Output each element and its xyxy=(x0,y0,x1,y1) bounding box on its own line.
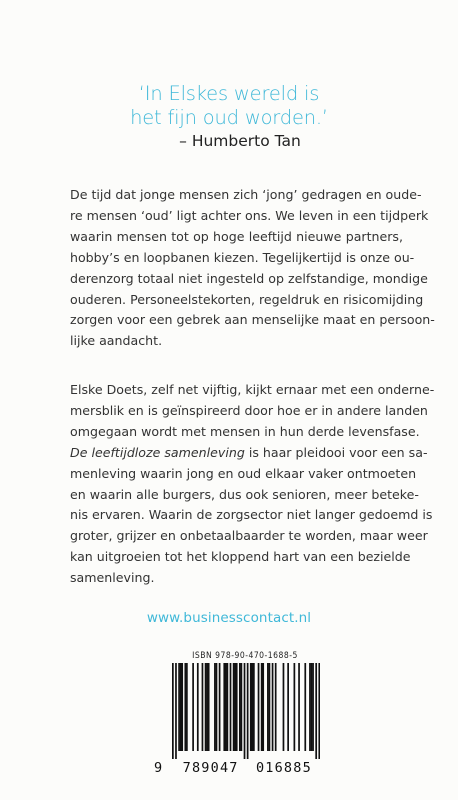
barcode-first-digit: 9 xyxy=(154,760,164,776)
text-line: groter, grijzer en onbetaalbaarder te worden, maar weer xyxy=(70,528,428,544)
text-line: kan uitgroeien tot het kloppend hart van een bezielde xyxy=(70,549,411,565)
barcode-bar xyxy=(247,663,249,759)
isbn-label: ISBN 978-90-470-1688-5 xyxy=(192,651,298,661)
text-line: en waarin alle burgers, dus ook senioren, meer beteke- xyxy=(70,486,419,502)
quote-line-1: ‘In Elskes wereld is xyxy=(138,82,320,105)
text-line: ouderen. Personeelstekorten, regeldruk en risicomijding xyxy=(70,291,424,307)
barcode-bar xyxy=(227,663,229,751)
text-line: waarin mensen tot op hoge leeftijd nieuwe partners, xyxy=(70,228,403,244)
barcode-bar xyxy=(312,663,314,751)
text-line: derenzorg totaal niet ingesteld op zelfstandige, mondige xyxy=(70,270,428,286)
text-line: re mensen ‘oud’ ligt achter ons. We leven in een tijdperk xyxy=(70,207,429,223)
barcode-bar xyxy=(234,663,236,751)
blurb-paragraph-2 xyxy=(70,380,435,589)
barcode-bar xyxy=(219,663,221,751)
text-line: zorgen voor een gebrek aan menselijke maat en persoon- xyxy=(70,312,435,328)
barcode-bar xyxy=(261,663,263,751)
barcode-right-digits: 016885 xyxy=(255,760,312,776)
barcode-bar xyxy=(214,663,216,751)
barcode-digits xyxy=(154,760,320,776)
barcode-left-digits: 789047 xyxy=(182,760,239,776)
pull-quote xyxy=(0,82,458,130)
barcode-bar xyxy=(298,663,300,751)
text-line: Elske Doets, zelf net vijftig, kijkt ernaar met een onderne- xyxy=(70,382,435,397)
barcode-bar xyxy=(236,663,238,751)
text-line: hobby’s en loopbanen kiezen. Tegelijkertijd is onze ou- xyxy=(70,249,415,265)
barcode-bar xyxy=(216,663,218,751)
barcode-bar xyxy=(262,663,264,751)
barcode-bar xyxy=(253,663,255,751)
barcode-bar xyxy=(304,663,306,751)
barcode-bar xyxy=(175,663,177,759)
barcode-bar xyxy=(272,663,274,751)
quote-line-2: het fijn oud worden.’ xyxy=(130,106,328,129)
barcode-bar xyxy=(180,663,182,751)
publisher-website: www.businesscontact.nl xyxy=(146,610,312,626)
barcode-bar xyxy=(172,663,174,759)
barcode-bar xyxy=(275,663,277,751)
text-line: menleving waarin jong en oud elkaar vaker ontmoeten xyxy=(70,465,417,481)
quote-author: – Humberto Tan xyxy=(179,132,301,150)
barcode xyxy=(172,663,320,759)
barcode-bar xyxy=(181,663,183,751)
text-line xyxy=(70,443,428,464)
barcode-bar xyxy=(184,663,186,751)
barcode-bar xyxy=(225,663,227,751)
barcode-bar xyxy=(202,663,204,751)
text-line: mersblik en is geïnspireerd door hoe er in andere landen xyxy=(70,402,428,418)
blurb-paragraph-1 xyxy=(70,185,435,352)
barcode-bar xyxy=(318,663,320,759)
barcode-bar xyxy=(269,663,271,751)
barcode-bar xyxy=(267,663,269,751)
barcode-bar xyxy=(309,663,311,751)
barcode-bar xyxy=(250,663,252,751)
barcode-bar xyxy=(186,663,188,751)
text-line: omgegaan wordt met mensen in hun derde levensfase. xyxy=(70,423,420,439)
text-line: lijke aandacht. xyxy=(70,333,163,349)
barcode-bar xyxy=(244,663,246,759)
text-line: samenleving. xyxy=(70,570,155,586)
barcode-bar xyxy=(283,663,285,751)
barcode-bar xyxy=(206,663,208,751)
barcode-bar xyxy=(205,663,207,751)
text-line: De tijd dat jonge mensen zich ‘jong’ gedragen en oude- xyxy=(70,187,422,202)
barcode-bar xyxy=(311,663,313,751)
barcode-bars xyxy=(172,663,320,759)
barcode-bar xyxy=(208,663,210,751)
barcode-bar xyxy=(230,663,232,751)
text-line-rest: is haar pleidooi voor een sa- xyxy=(244,444,428,460)
book-title: De leeftijdloze samenleving xyxy=(70,444,245,460)
barcode-bar xyxy=(294,663,296,751)
barcode-bar xyxy=(197,663,199,751)
barcode-bar xyxy=(241,663,243,751)
barcode-bar xyxy=(315,663,317,759)
text-line: nis ervaren. Waarin de zorgsector niet langer gedoemd is xyxy=(70,507,433,523)
barcode-bar xyxy=(223,663,225,751)
barcode-bar xyxy=(178,663,180,751)
barcode-bar xyxy=(251,663,253,751)
barcode-bar xyxy=(233,663,235,751)
barcode-bar xyxy=(192,663,194,751)
barcode-bar xyxy=(258,663,260,751)
barcode-bar xyxy=(287,663,289,751)
barcode-bar xyxy=(239,663,241,751)
